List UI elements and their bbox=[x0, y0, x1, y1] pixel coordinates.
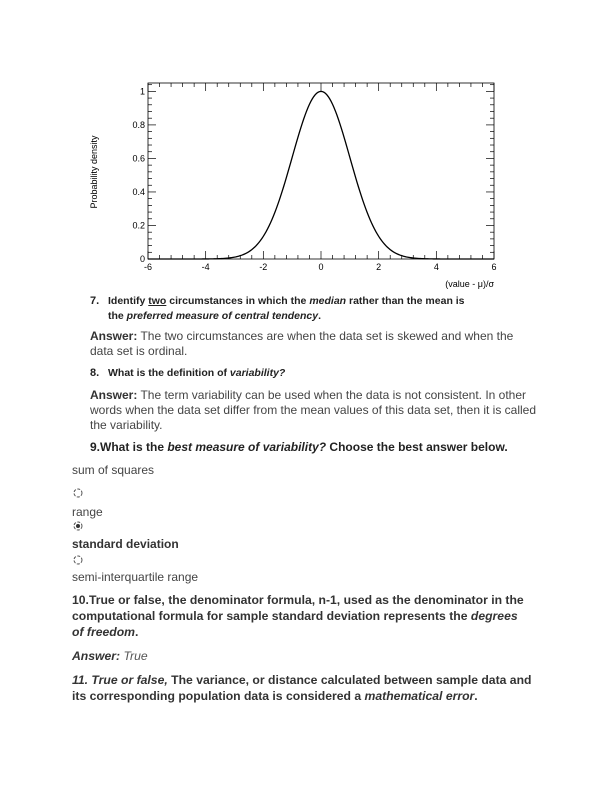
y-tick-label: 1 bbox=[139, 86, 145, 97]
y-tick-label: 0.6 bbox=[132, 153, 145, 164]
x-tick-labels bbox=[144, 262, 497, 272]
answer-10 bbox=[72, 648, 148, 664]
q11-text: The variance, or distance calculated between sample data and its corresponding population data is considered a bbox=[72, 673, 532, 703]
radio-selected-icon[interactable] bbox=[73, 521, 83, 531]
answer-label: Answer: bbox=[90, 388, 138, 402]
radio-circle-icon[interactable] bbox=[73, 555, 83, 565]
question-number: 7. bbox=[90, 295, 100, 307]
q7-text: Identify bbox=[108, 295, 149, 307]
q11-mathematical-error: mathematical error bbox=[364, 689, 475, 703]
y-tick-label: 0.2 bbox=[132, 220, 145, 231]
option-range: range bbox=[72, 505, 103, 519]
question-7 bbox=[90, 294, 510, 324]
question-9 bbox=[90, 440, 540, 455]
answer-8 bbox=[90, 388, 540, 433]
question-number: 8. bbox=[90, 367, 100, 379]
q11-number: 11. True or false, bbox=[72, 673, 168, 687]
radio-circle-icon[interactable] bbox=[73, 488, 83, 498]
q11-text-2: . bbox=[474, 689, 478, 703]
x-tick-label: -4 bbox=[201, 262, 210, 272]
q10-text: 10.True or false, the denominator formula, n-1, used as the denominator in the computational formula for sample standard deviation represents the bbox=[72, 593, 524, 623]
q7-median: median bbox=[309, 295, 347, 307]
answer-7 bbox=[90, 329, 530, 359]
q8-text: What is the definition of bbox=[108, 367, 230, 379]
q7-text-4: the bbox=[108, 310, 127, 322]
option-sum-of-squares: sum of squares bbox=[72, 463, 155, 477]
q9-text: 9.What is the bbox=[90, 440, 168, 454]
x-tick-label: 6 bbox=[491, 262, 497, 272]
question-8 bbox=[90, 366, 510, 381]
axis-ticks bbox=[148, 83, 494, 259]
answer-label: Answer: bbox=[90, 329, 138, 343]
answer-label: Answer: bbox=[72, 649, 121, 663]
x-tick-label: 0 bbox=[318, 262, 324, 272]
x-axis-label: (value - μ)/σ bbox=[445, 279, 494, 289]
q10-text-2: . bbox=[134, 625, 139, 639]
y-tick-label: 0 bbox=[139, 254, 145, 264]
q10-degrees-of-freedom: degrees of freedom bbox=[72, 609, 518, 639]
question-10 bbox=[72, 592, 532, 640]
plot-frame bbox=[148, 83, 494, 259]
q7-two: two bbox=[148, 295, 167, 307]
q7-preferred: preferred measure of central tendency bbox=[126, 310, 319, 322]
density-curve bbox=[148, 91, 494, 259]
y-axis-label: Probability density bbox=[89, 135, 99, 209]
q9-best: best measure of variability? bbox=[167, 440, 327, 454]
q9-text-2: Choose the best answer below. bbox=[326, 440, 508, 454]
q7-text-5: . bbox=[318, 310, 321, 322]
x-tick-label: 4 bbox=[433, 262, 439, 272]
q8-variability: variability? bbox=[229, 367, 286, 379]
option-semi-interquartile-range: semi-interquartile range bbox=[72, 570, 199, 584]
y-tick-label: 0.8 bbox=[132, 119, 145, 130]
q7-text-2: circumstances in which the bbox=[166, 295, 310, 307]
y-tick-label: 0.4 bbox=[132, 186, 145, 197]
normal-distribution-chart bbox=[86, 78, 506, 294]
x-tick-label: -6 bbox=[143, 262, 153, 272]
answer-text: The two circumstances are when the data set is skewed and when the data set is ordinal. bbox=[90, 329, 514, 358]
answer-text: The term variability can be used when the data is not consistent. In other words when the data set differ from the mean values of this data set, then it is called the variability. bbox=[90, 388, 537, 432]
y-tick-labels bbox=[132, 86, 145, 264]
x-tick-label: 2 bbox=[376, 262, 382, 272]
answer-value: True bbox=[120, 649, 148, 663]
x-tick-label: -2 bbox=[259, 262, 268, 272]
question-11 bbox=[72, 672, 542, 704]
option-standard-deviation: standard deviation bbox=[72, 537, 179, 551]
q7-text-3: rather than the mean is bbox=[346, 295, 465, 307]
